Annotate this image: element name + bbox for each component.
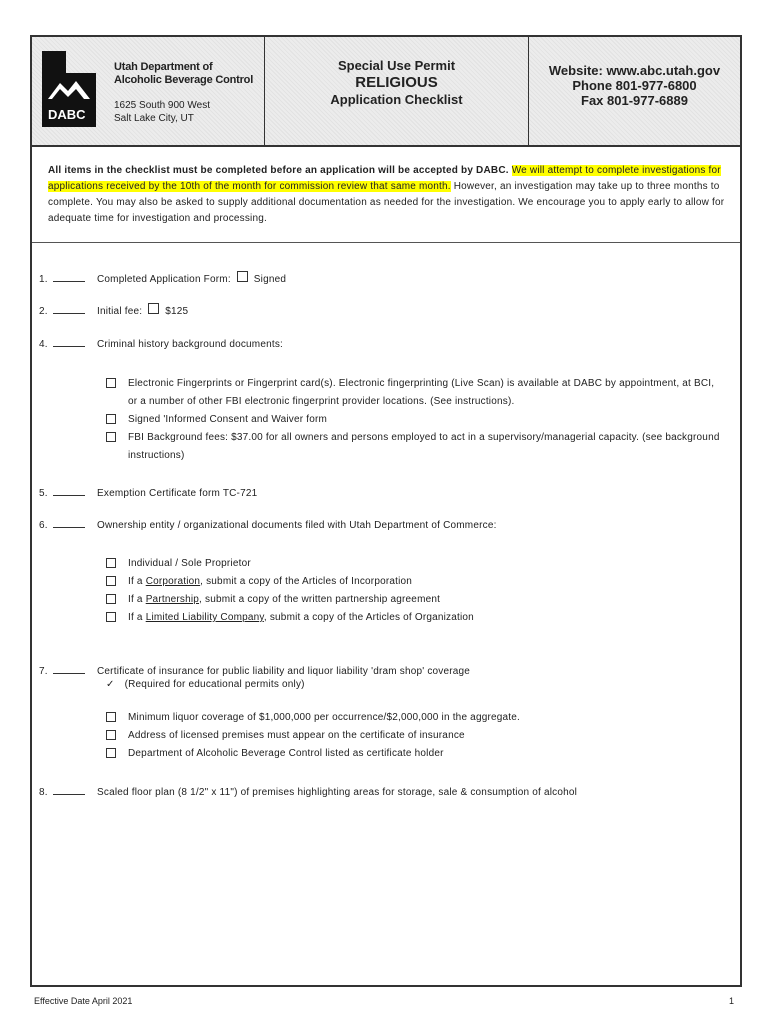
item-number: 8. (39, 787, 48, 798)
checklist-item-6 (39, 517, 497, 531)
effective-date: Effective Date April 2021 (34, 996, 133, 1006)
address-line1: 1625 South 900 West (114, 100, 210, 111)
item-label: Certificate of insurance for public liability and liquor liability 'dram shop' coverage (97, 666, 471, 677)
checkbox[interactable] (106, 576, 116, 586)
criminal-history-subitems (106, 375, 726, 465)
subitem-address (106, 727, 726, 745)
title-line2: RELIGIOUS (355, 74, 438, 91)
signed-checkbox[interactable] (237, 271, 248, 282)
item-blank[interactable] (53, 517, 85, 528)
item-7-note (106, 679, 305, 690)
fax-number: Fax 801-977-6889 (581, 93, 688, 108)
title-line1: Special Use Permit (337, 58, 456, 73)
item-number: 5. (39, 488, 48, 499)
page-number: 1 (729, 996, 735, 1006)
item-number: 6. (39, 520, 48, 531)
item-label: Criminal history background documents: (97, 339, 284, 350)
subitem-sole-proprietor (106, 555, 726, 573)
subitem-text: Individual / Sole Proprietor (128, 558, 251, 569)
checkbox[interactable] (106, 748, 116, 758)
intro-paragraph (32, 145, 740, 243)
item-label: Completed Application Form: (97, 274, 231, 285)
header (32, 37, 740, 147)
item-blank[interactable] (53, 663, 85, 674)
llc-link[interactable]: Limited Liability Company (145, 612, 264, 623)
checklist-item-7 (39, 663, 470, 677)
checklist-item-4 (39, 336, 283, 350)
checkbox[interactable] (106, 558, 116, 568)
item-number: 2. (39, 306, 48, 317)
subitem-text: Address of licensed premises must appear on the certificate of insurance (128, 730, 465, 741)
dabc-logo (40, 49, 98, 129)
subitem-consent (106, 411, 726, 429)
item-blank[interactable] (53, 303, 85, 314)
subitem-coverage (106, 709, 726, 727)
checkbox[interactable] (106, 378, 116, 388)
item-label: Exemption Certificate form TC-721 (97, 488, 258, 499)
form-frame (30, 35, 742, 987)
intro-highlighted-text: We will attempt to complete investigations for applications received by the 10th of the month for commission review that same month. (48, 165, 721, 192)
subitem-text: Electronic Fingerprints or Fingerprint card(s). Electronic fingerprinting (Live Scan) is available at DABC by appointment, at BCI, or a number of other FBI electronic fingerprint provider locations. (See instructions). (128, 378, 715, 407)
org-block (32, 37, 265, 145)
org-name-line2: Alcoholic Beverage Control (114, 74, 254, 86)
checkbox[interactable] (106, 612, 116, 622)
item-number: 7. (39, 666, 48, 677)
subitem-llc: If a Limited Liability Company, submit a copy of the Articles of Organization (106, 609, 726, 627)
corporation-link[interactable]: Corporation (145, 576, 201, 587)
item-number: 1. (39, 274, 48, 285)
subitem-text: Minimum liquor coverage of $1,000,000 per occurrence/$2,000,000 in the aggregate. (128, 712, 520, 723)
item-blank[interactable] (53, 485, 85, 496)
phone-number: Phone 801-977-6800 (572, 78, 697, 93)
checkbox[interactable] (106, 432, 116, 442)
logo-text: DABC (48, 107, 86, 122)
website-link[interactable]: Website: www.abc.utah.gov (548, 63, 721, 78)
item-label: Initial fee: (97, 306, 143, 317)
contact-block (529, 37, 740, 145)
org-name (114, 61, 253, 87)
fee-checkbox[interactable] (148, 303, 159, 314)
insurance-subitems (106, 709, 726, 763)
item-number: 4. (39, 339, 48, 350)
subitem-partnership: If a Partnership, submit a copy of the written partnership agreement (106, 591, 726, 609)
intro-bold-text: All items in the checklist must be completed before an application will be accepted by DABC. (48, 165, 509, 176)
subitem-text: Department of Alcoholic Beverage Control listed as certificate holder (128, 748, 444, 759)
item-label: Scaled floor plan (8 1/2" x 11") of premises highlighting areas for storage, sale & consumption of alcohol (97, 787, 578, 798)
checkmark-icon: ✓ (106, 679, 115, 690)
checklist-item-1 (39, 271, 286, 285)
checkbox-label: Signed (253, 274, 287, 285)
ownership-subitems (106, 555, 726, 627)
subitem-corporation: If a Corporation, submit a copy of the Articles of Incorporation (106, 573, 726, 591)
partnership-link[interactable]: Partnership (145, 594, 200, 605)
address-line2: Salt Lake City, UT (114, 113, 194, 124)
item-blank[interactable] (53, 784, 85, 795)
subitem-text: FBI Background fees: $37.00 for all owners and persons employed to act in a supervisory/managerial capacity. (see background instructions) (128, 432, 720, 461)
checkbox[interactable] (106, 730, 116, 740)
note-text: (Required for educational permits only) (124, 679, 305, 690)
item-blank[interactable] (53, 336, 85, 347)
subitem-text: Signed 'Informed Consent and Waiver form (128, 414, 328, 425)
checkbox[interactable] (106, 414, 116, 424)
item-label: Ownership entity / organizational documents filed with Utah Department of Commerce: (97, 520, 497, 531)
subitem-fbi-fees (106, 429, 726, 465)
item-blank[interactable] (53, 271, 85, 282)
checklist-item-5 (39, 485, 257, 499)
intro-rest-text: However, an investigation may take up to three months to complete. You may also be asked to supply additional documentation as needed for the investigation. We encourage you to apply early to allow for adequate time for investigation and processing. (48, 181, 725, 224)
checkbox-label: $125 (165, 306, 189, 317)
checkbox[interactable] (106, 594, 116, 604)
checklist-item-2 (39, 303, 188, 317)
permit-title (265, 57, 528, 108)
checkbox[interactable] (106, 712, 116, 722)
org-address (114, 99, 210, 125)
org-name-line1: Utah Department of (114, 61, 213, 73)
title-block (265, 37, 529, 145)
subitem-fingerprints (106, 375, 726, 411)
checklist-item-8 (39, 784, 577, 798)
subitem-holder (106, 745, 726, 763)
title-line3: Application Checklist (330, 92, 463, 107)
